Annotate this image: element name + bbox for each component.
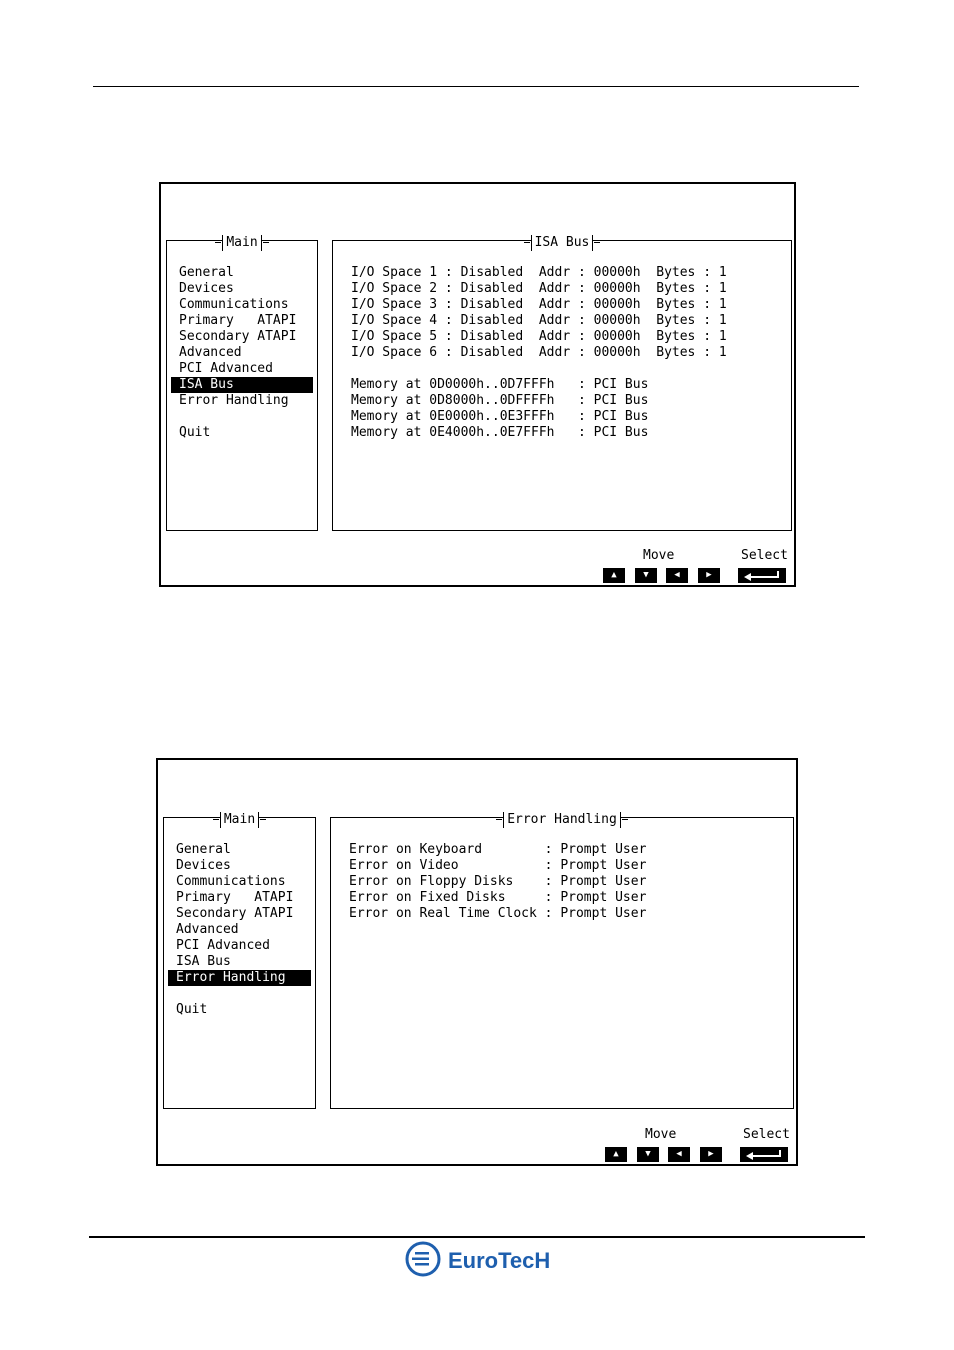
right-arrow-icon: ▶: [700, 1147, 722, 1162]
footer-rule: [89, 1236, 865, 1238]
bios-screen-isa-bus: [159, 182, 796, 587]
move-label: Move: [643, 548, 675, 563]
key-help-bar: [605, 1124, 790, 1164]
content-panel: [330, 812, 794, 1109]
menu-item-isa-bus[interactable]: ISA Bus: [176, 954, 231, 969]
menu-item-advanced[interactable]: Advanced: [176, 922, 239, 937]
up-arrow-icon: ▲: [603, 568, 625, 583]
content-panel-title: ISA Bus: [531, 235, 594, 251]
menu-item-primary-atapi[interactable]: Primary ATAPI: [176, 890, 294, 905]
menu-item-quit[interactable]: Quit: [176, 1002, 208, 1017]
main-menu-title: Main: [220, 812, 259, 828]
menu-item-secondary-atapi[interactable]: Secondary ATAPI: [176, 906, 294, 921]
setting-row[interactable]: I/O Space 3 : Disabled Addr : 00000h Bytes : 1: [351, 297, 727, 312]
logo-text: EuroTecH: [448, 1248, 551, 1273]
setting-row[interactable]: Error on Fixed Disks : Prompt User: [349, 890, 647, 905]
select-label: Select: [741, 548, 788, 563]
content-panel: [332, 235, 792, 531]
setting-row[interactable]: Memory at 0D0000h..0D7FFFh : PCI Bus: [351, 377, 649, 392]
settings-list: [349, 842, 646, 922]
select-label: Select: [743, 1127, 790, 1142]
menu-item-error-handling[interactable]: Error Handling: [168, 970, 311, 986]
enter-key-icon: [738, 568, 786, 583]
setting-row[interactable]: Memory at 0E4000h..0E7FFFh : PCI Bus: [351, 425, 649, 440]
setting-row[interactable]: Error on Real Time Clock : Prompt User: [349, 906, 647, 921]
up-arrow-icon: ▲: [605, 1147, 627, 1162]
right-arrow-icon: ▶: [698, 568, 720, 583]
setting-row[interactable]: I/O Space 6 : Disabled Addr : 00000h Bytes : 1: [351, 345, 727, 360]
setting-row[interactable]: Memory at 0E0000h..0E3FFFh : PCI Bus: [351, 409, 649, 424]
key-help-bar: [603, 545, 788, 585]
setting-row[interactable]: Error on Video : Prompt User: [349, 858, 647, 873]
bios-screen-error-handling: [156, 758, 798, 1166]
menu-item-communications[interactable]: Communications: [176, 874, 286, 889]
left-arrow-icon: ◀: [668, 1147, 690, 1162]
menu-item-devices[interactable]: Devices: [176, 858, 231, 873]
main-menu-panel: [166, 235, 318, 531]
setting-row[interactable]: I/O Space 5 : Disabled Addr : 00000h Bytes : 1: [351, 329, 727, 344]
menu-spacer: [168, 986, 311, 1002]
setting-row[interactable]: I/O Space 2 : Disabled Addr : 00000h Bytes : 1: [351, 281, 727, 296]
setting-row[interactable]: I/O Space 4 : Disabled Addr : 00000h Bytes : 1: [351, 313, 727, 328]
main-menu: [171, 265, 313, 441]
down-arrow-icon: ▼: [637, 1147, 659, 1162]
menu-item-quit[interactable]: Quit: [179, 425, 211, 440]
settings-list: [351, 265, 727, 441]
main-menu-panel: [163, 812, 316, 1109]
content-spacer: [351, 361, 727, 377]
left-arrow-icon: ◀: [666, 568, 688, 583]
menu-spacer: [171, 409, 313, 425]
menu-item-general[interactable]: General: [176, 842, 231, 857]
menu-item-communications[interactable]: Communications: [179, 297, 289, 312]
setting-row[interactable]: Error on Floppy Disks : Prompt User: [349, 874, 647, 889]
setting-row[interactable]: I/O Space 1 : Disabled Addr : 00000h Bytes : 1: [351, 265, 727, 280]
menu-item-pci-advanced[interactable]: PCI Advanced: [179, 361, 273, 376]
menu-item-secondary-atapi[interactable]: Secondary ATAPI: [179, 329, 297, 344]
menu-item-advanced[interactable]: Advanced: [179, 345, 242, 360]
down-arrow-icon: ▼: [635, 568, 657, 583]
menu-item-isa-bus[interactable]: ISA Bus: [171, 377, 313, 393]
enter-key-icon: [740, 1147, 788, 1162]
content-panel-title: Error Handling: [503, 812, 621, 828]
header-rule: [93, 86, 859, 87]
setting-row[interactable]: Memory at 0D8000h..0DFFFFh : PCI Bus: [351, 393, 649, 408]
move-label: Move: [645, 1127, 677, 1142]
menu-item-pci-advanced[interactable]: PCI Advanced: [176, 938, 270, 953]
menu-item-devices[interactable]: Devices: [179, 281, 234, 296]
eurotech-logo: [404, 1240, 554, 1280]
main-menu: [168, 842, 311, 1018]
menu-item-general[interactable]: General: [179, 265, 234, 280]
menu-item-error-handling[interactable]: Error Handling: [179, 393, 289, 408]
menu-item-primary-atapi[interactable]: Primary ATAPI: [179, 313, 297, 328]
main-menu-title: Main: [222, 235, 261, 251]
setting-row[interactable]: Error on Keyboard : Prompt User: [349, 842, 647, 857]
